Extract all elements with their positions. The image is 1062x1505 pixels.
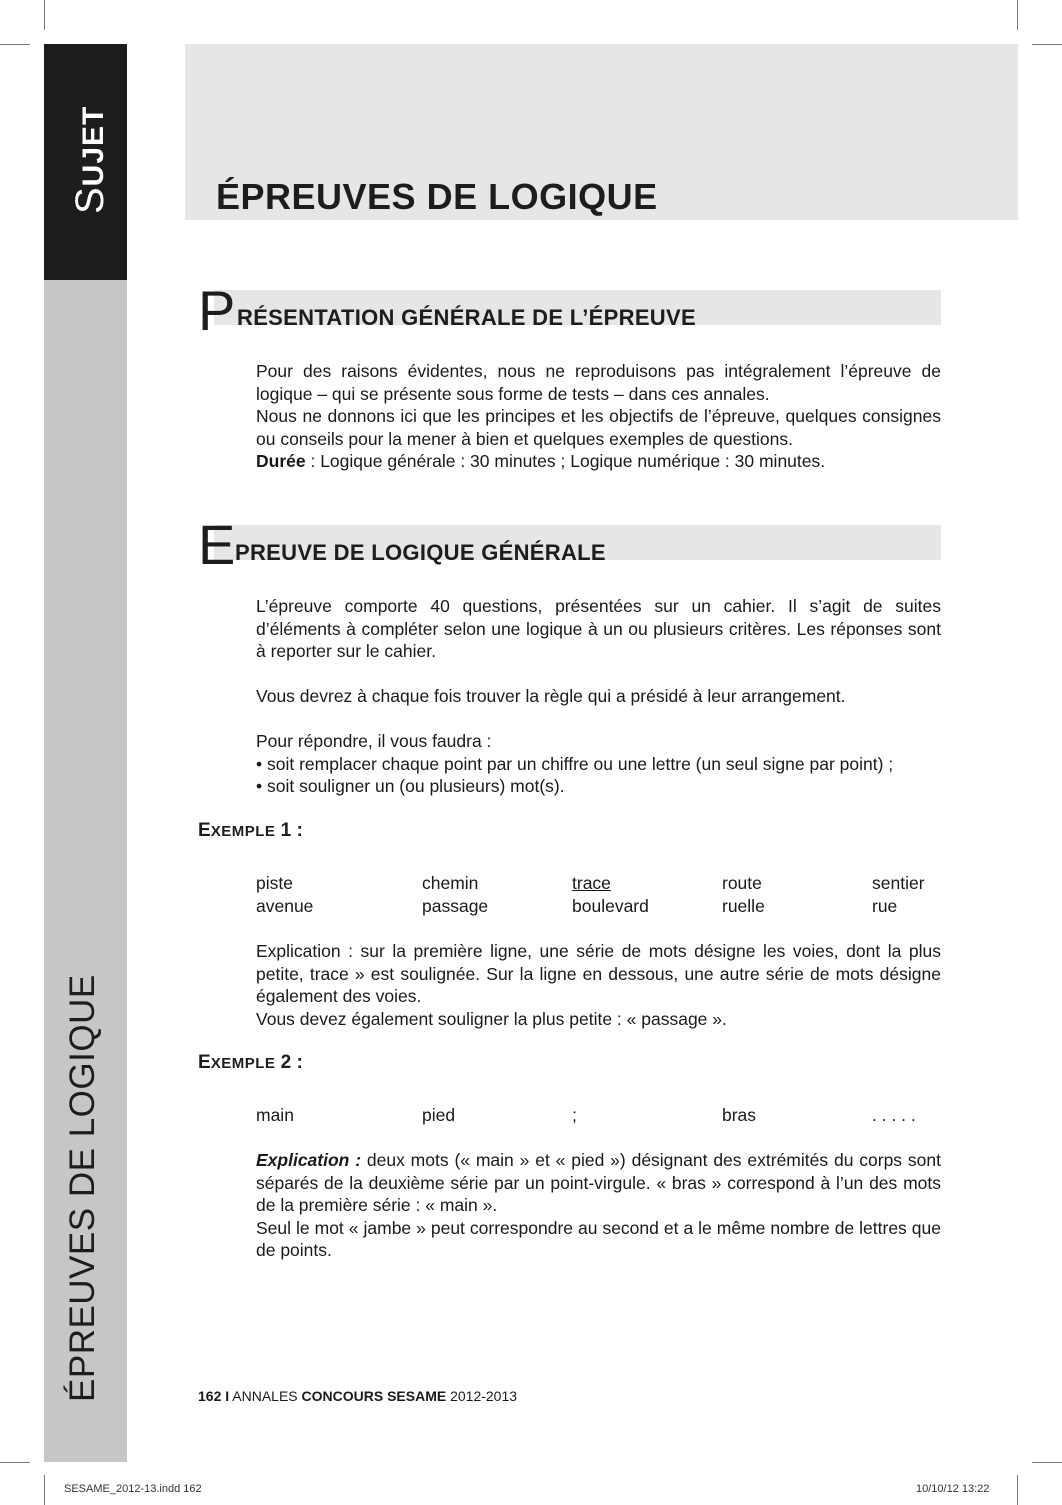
crop-mark — [44, 1475, 45, 1505]
section-heading: PREUVE DE LOGIQUE GÉNÉRALE — [235, 540, 606, 565]
bullet-item: • soit souligner un (ou plusieurs) mot(s). — [256, 776, 565, 796]
paragraph: Explication : sur la première ligne, une série de mots désigne les voies, dont la plus petite, trace » est soulignée. Sur la ligne en dessous, une autre série de mots désigne également des voies. — [256, 941, 941, 1006]
example-word: main — [256, 1105, 294, 1125]
section-initial: P — [198, 279, 236, 342]
slug-datetime: 10/10/12 13:22 — [916, 1483, 990, 1495]
example-word: sentier — [872, 873, 925, 893]
example-word: route — [722, 873, 762, 893]
section-heading: RÉSENTATION GÉNÉRALE DE L’ÉPREUVE — [237, 305, 696, 330]
example-word: ; — [572, 1105, 577, 1125]
section-initial: E — [198, 513, 236, 576]
crop-mark — [44, 0, 45, 30]
example-word: chemin — [422, 873, 479, 893]
page-number: 162 I — [198, 1388, 230, 1404]
paragraph: Pour des raisons évidentes, nous ne reproduisons pas intégralement l’épreuve de logique – qui se présente sous forme de tests – dans ces annales. — [256, 361, 941, 404]
sidebar-sujet-label: SUJET — [68, 105, 112, 214]
crop-mark — [1032, 1462, 1062, 1463]
duree-text: : Logique générale : 30 minutes ; Logique numérique : 30 minutes. — [305, 451, 826, 471]
section-body — [256, 360, 941, 473]
paragraph: L’épreuve comporte 40 questions, présentées sur un cahier. Il s’agit de suites d’éléments à compléter selon une logique à un ou plusieurs critères. Les réponses sont à reporter sur le cahier. — [256, 596, 941, 661]
example-word-underlined: trace — [572, 873, 611, 893]
sidebar-vertical-title: ÉPREUVES DE LOGIQUE — [63, 974, 102, 1402]
paragraph: Vous devez également souligner la plus petite : « passage ». — [256, 1008, 727, 1029]
paragraph: Seul le mot « jambe » peut correspondre au second et a le même nombre de lettres que de points. — [256, 1217, 941, 1260]
example-word: passage — [422, 896, 489, 916]
example-explanation — [256, 1149, 941, 1262]
crop-mark — [1017, 0, 1018, 30]
example-heading: EXEMPLE 1 : — [198, 820, 303, 841]
paragraph — [256, 450, 941, 473]
example-word: bras — [722, 1105, 757, 1125]
crop-mark — [0, 1462, 30, 1463]
bullet-item: • soit remplacer chaque point par un chiffre ou une lettre (un seul signe par point) ; — [256, 753, 894, 774]
section-body — [256, 595, 941, 798]
example-word: pied — [422, 1105, 456, 1125]
crop-mark — [1017, 1475, 1018, 1505]
example-explanation — [256, 940, 941, 1030]
explication-label: Explication : — [256, 1150, 362, 1170]
example-word: ruelle — [722, 896, 765, 916]
example-heading: EXEMPLE 2 : — [198, 1052, 303, 1073]
crop-mark — [1032, 44, 1062, 45]
example-word: boulevard — [572, 896, 649, 916]
page-title: ÉPREUVES DE LOGIQUE — [216, 176, 658, 217]
example-word: avenue — [256, 896, 314, 916]
paragraph: Explication : deux mots (« main » et « pied ») désignant des extrémités du corps sont séparés de la deuxième série par un point-virgule. « bras » correspond à l’un des mots de la première série : « main ». — [256, 1150, 941, 1215]
duree-label: Durée — [256, 451, 306, 471]
example-word: rue — [872, 896, 898, 916]
slug-file: SESAME_2012-13.indd 162 — [64, 1483, 202, 1495]
example-word: piste — [256, 873, 293, 893]
paragraph: Pour répondre, il vous faudra : — [256, 731, 492, 751]
example-word: . . . . . — [872, 1105, 916, 1125]
page-footer: 162 I ANNALES CONCOURS SESAME 2012-2013 — [198, 1388, 518, 1404]
paragraph: Vous devrez à chaque fois trouver la règle qui a présidé à leur arrangement. — [256, 686, 846, 706]
paragraph: Nous ne donnons ici que les principes et les objectifs de l’épreuve, quelques consignes ou conseils pour la mener à bien et quelques exemples de questions. — [256, 406, 941, 449]
crop-mark — [0, 44, 30, 45]
